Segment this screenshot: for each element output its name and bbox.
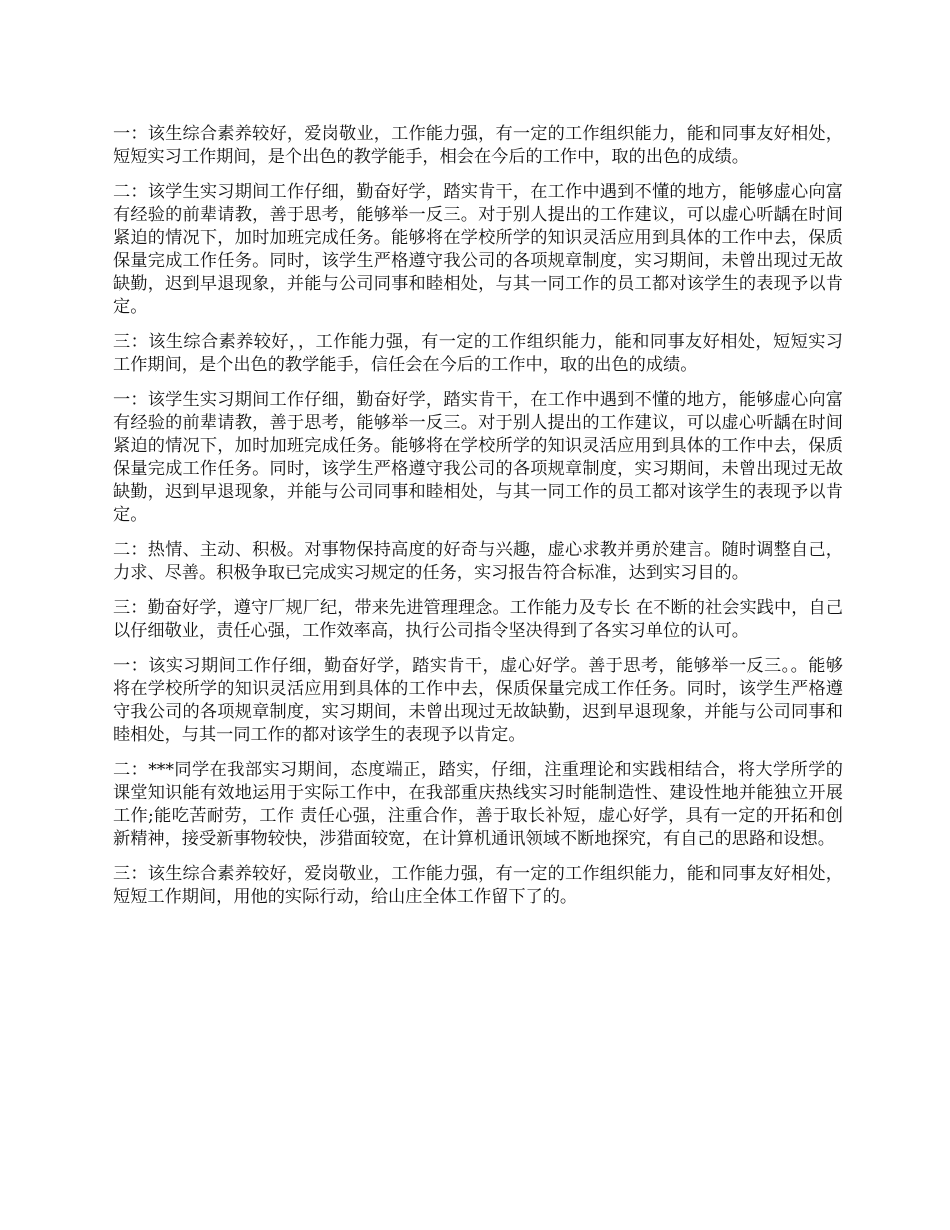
paragraph: 二：***同学在我部实习期间，态度端正，踏实，仔细，注重理论和实践相结合，将大学所学的课堂知识能有效地运用于实际工作中，在我部重庆热线实习时能制造性、建设性地并能独立开展工作;能吃苦耐劳，工作 责任心强，注重合作，善于取长补短，虚心好学，具有一定的开拓和创新精神，接受新事物较快，涉猎面较宽，在计算机通讯领域不断地探究，有自己的思路和设想。 [113, 760, 843, 849]
paragraph: 一：该生综合素养较好，爱岗敬业，工作能力强，有一定的工作组织能力，能和同事友好相处，短短实习工作期间，是个出色的教学能手，相会在今后的工作中，取的出色的成绩。 [113, 124, 843, 167]
paragraph: 三：该生综合素养较好，，工作能力强，有一定的工作组织能力，能和同事友好相处，短短实习工作期间，是个出色的教学能手，信任会在今后的工作中，取的出色的成绩。 [113, 332, 843, 375]
paragraph: 一：该学生实习期间工作仔细，勤奋好学，踏实肯干，在工作中遇到不懂的地方，能够虚心向富有经验的前辈请教，善于思考，能够举一反三。对于别人提出的工作建议，可以虚心听龋在时间紧迫的情况下，加时加班完成任务。能够将在学校所学的知识灵活应用到具体的工作中去，保质保量完成工作任务。同时，该学生严格遵守我公司的各项规章制度，实习期间，未曾出现过无故缺勤，迟到早退现象，并能与公司同事和睦相处，与其一同工作的员工都对该学生的表现予以肯定。 [113, 390, 843, 525]
paragraph: 一：该实习期间工作仔细，勤奋好学，踏实肯干，虚心好学。善于思考，能够举一反三。。能够将在学校所学的知识灵活应用到具体的工作中去，保质保量完成工作任务。同时，该学生严格遵守我公司的各项规章制度，实习期间，未曾出现过无故缺勤，迟到早退现象，并能与公司同事和睦相处，与其一同工作的都对该学生的表现予以肯定。 [113, 656, 843, 745]
document-body [113, 123, 843, 921]
paragraph: 三：勤奋好学，遵守厂规厂纪，带来先进管理理念。工作能力及专长 在不断的社会实践中，自己以仔细敬业，责任心强，工作效率高，执行公司指令坚决得到了各实习单位的认可。 [113, 598, 843, 641]
paragraph: 三：该生综合素养较好，爱岗敬业，工作能力强，有一定的工作组织能力，能和同事友好相处，短短工作期间，用他的实际行动，给山庄全体工作留下了的。 [113, 864, 843, 907]
paragraph: 二：热情、主动、积极。对事物保持高度的好奇与兴趣，虚心求教并勇於建言。随时调整自己，力求、尽善。积极争取已完成实习规定的任务，实习报告符合标准，达到实习目的。 [113, 540, 843, 583]
paragraph: 二：该学生实习期间工作仔细，勤奋好学，踏实肯干，在工作中遇到不懂的地方，能够虚心向富有经验的前辈请教，善于思考，能够举一反三。对于别人提出的工作建议，可以虚心听龋在时间紧迫的情况下，加时加班完成任务。能够将在学校所学的知识灵活应用到具体的工作中去，保质保量完成工作任务。同时，该学生严格遵守我公司的各项规章制度，实习期间，未曾出现过无故缺勤，迟到早退现象，并能与公司同事和睦相处，与其一同工作的员工都对该学生的表现予以肯定。 [113, 182, 843, 317]
